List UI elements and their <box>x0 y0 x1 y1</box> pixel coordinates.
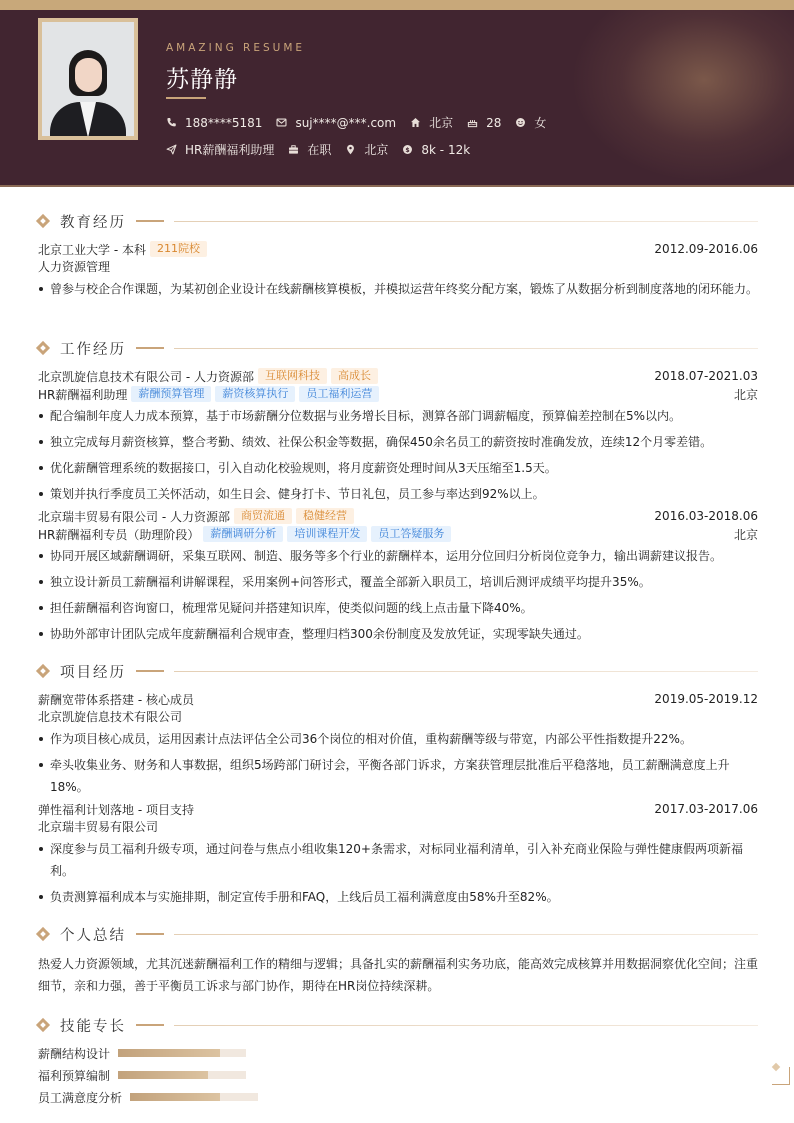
mail-icon <box>276 117 287 128</box>
company-tag: 互联网科技 <box>258 368 327 384</box>
section-header <box>36 1015 758 1035</box>
job-period: 2016.03-2018.06 <box>654 509 758 523</box>
skill-level-fill <box>130 1093 220 1101</box>
job-role-row <box>38 525 758 543</box>
skill-tag: 培训课程开发 <box>287 526 367 542</box>
job-intent-row <box>166 141 484 158</box>
education-section <box>36 211 758 300</box>
project-name: 薪酬宽带体系搭建 - 核心成员 <box>38 692 194 707</box>
money-icon <box>402 144 413 155</box>
skill-tag: 薪酬调研分析 <box>203 526 283 542</box>
section-title: 项目经历 <box>60 664 126 681</box>
section-title: 教育经历 <box>60 214 126 231</box>
diamond-icon <box>36 1018 50 1032</box>
target-position-text: HR薪酬福利助理 <box>185 143 275 157</box>
job-location: 北京 <box>733 527 758 542</box>
paper-plane-icon <box>166 144 177 155</box>
project-period: 2019.05-2019.12 <box>654 692 758 706</box>
skill-item <box>38 1086 399 1108</box>
education-bullet: 曾参与校企合作课题，为某初创企业设计在线薪酬核算模板，并模拟运营年终奖分配方案，锻炼了从数据分析到制度落地的闭环能力。 <box>38 278 758 300</box>
job-bullet: 配合编制年度人力成本预算，基于市场薪酬分位数据与业务增长目标，测算各部门调薪幅度，预算偏差控制在5%以内。 <box>38 405 758 427</box>
diamond-icon <box>36 214 50 228</box>
diamond-icon <box>36 341 50 355</box>
skill-tag: 薪酬预算管理 <box>131 386 211 402</box>
svg-text:$: $ <box>405 146 411 154</box>
job-bullet: 协助外部审计团队完成年度薪酬福利合规审查，整理归档300余份制度及发放凭证，实现零缺失通过。 <box>38 623 758 645</box>
skill-tag: 员工福利运营 <box>299 386 379 402</box>
job-role-row <box>38 385 758 403</box>
age-text: 28 <box>486 115 502 130</box>
job-bullet: 独立设计新员工薪酬福利讲解课程，采用案例+问答形式，覆盖全部新入职员工，培训后测评成绩平均提升35%。 <box>38 571 758 593</box>
skill-item <box>38 1064 399 1086</box>
skill-tag: 员工答疑服务 <box>371 526 451 542</box>
skill-level-bar <box>118 1049 246 1057</box>
candidate-name: 苏静静 <box>166 67 238 93</box>
gender-item <box>515 114 546 131</box>
project-org: 北京凯旋信息技术有限公司 <box>38 710 183 724</box>
skill-level-bar <box>130 1093 258 1101</box>
phone-icon <box>166 117 177 128</box>
age-item <box>467 116 501 130</box>
profile-photo <box>38 18 138 140</box>
salary-item <box>402 143 470 157</box>
project-entry-header <box>38 800 758 818</box>
city-text: 北京 <box>429 116 454 130</box>
gender-text: 女 <box>534 116 547 130</box>
phone-item <box>166 116 262 130</box>
job-entry-header <box>38 367 758 385</box>
company-tag: 高成长 <box>331 368 378 384</box>
contact-row <box>166 114 560 131</box>
skill-level-bar <box>118 1071 246 1079</box>
skill-name: 薪酬结构设计 <box>38 1046 111 1061</box>
section-header <box>36 338 758 358</box>
phone-text: 188****5181 <box>185 115 263 130</box>
name-underline <box>166 97 206 99</box>
major: 人力资源管理 <box>38 260 111 274</box>
skill-item <box>38 1042 399 1064</box>
project-bullet: 深度参与员工福利升级专项，通过问卷与焦点小组收集120+条需求，对标同业福利清单，引入补充商业保险与弹性健康假两项新福利。 <box>38 838 758 882</box>
job-bullet: 担任薪酬福利咨询窗口，梳理常见疑问并搭建知识库，使类似问题的线上点击量下降40%。 <box>38 597 758 619</box>
company-tag: 商贸流通 <box>234 508 292 524</box>
company-tag: 稳健经营 <box>296 508 354 524</box>
company-name: 北京凯旋信息技术有限公司 - 人力资源部 <box>38 369 254 384</box>
job-period: 2018.07-2021.03 <box>654 369 758 383</box>
project-entry-header <box>38 690 758 708</box>
header-divider <box>0 185 794 187</box>
section-title: 技能专长 <box>60 1018 126 1035</box>
section-header <box>36 211 758 231</box>
job-location: 北京 <box>733 387 758 402</box>
skill-level-fill <box>118 1071 208 1079</box>
work-section <box>36 338 758 645</box>
section-header <box>36 924 758 944</box>
target-position-item <box>166 141 274 158</box>
section-title: 个人总结 <box>60 927 126 944</box>
job-role: HR薪酬福利专员（助理阶段） <box>38 527 200 542</box>
target-city-text: 北京 <box>364 143 389 157</box>
corner-bracket-decoration <box>772 1067 790 1085</box>
section-title: 工作经历 <box>60 341 126 358</box>
education-period: 2012.09-2016.06 <box>654 242 758 256</box>
top-accent-bar <box>0 0 794 10</box>
skills-list <box>36 1042 758 1108</box>
skill-name: 员工满意度分析 <box>38 1090 123 1105</box>
summary-text: 热爱人力资源领域，尤其沉迷薪酬福利工作的精细与逻辑；具备扎实的薪酬福利实务功底，能高效完成核算并用数据洞察优化空间；注重细节，亲和力强，善于平衡员工诉求与部门协作，期待在HR岗位持续深耕。 <box>38 957 759 993</box>
section-header <box>36 661 758 681</box>
job-bullet: 策划并执行季度员工关怀活动，如生日会、健身打卡、节日礼包，员工参与率达到92%以上。 <box>38 483 758 505</box>
job-bullet: 协同开展区域薪酬调研，采集互联网、制造、服务等多个行业的薪酬样本，运用分位回归分析岗位竞争力，输出调薪建议报告。 <box>38 545 758 567</box>
cake-icon <box>467 117 478 128</box>
project-bullet: 作为项目核心成员，运用因素计点法评估全公司36个岗位的相对价值，重构薪酬等级与带宽，内部公平性指数提升22%。 <box>38 728 758 750</box>
summary-section <box>36 924 758 997</box>
home-icon <box>410 117 421 128</box>
email-text: suj****@***.com <box>295 115 397 130</box>
salary-text: 8k - 12k <box>421 142 471 157</box>
email-item <box>276 116 396 130</box>
city-item <box>410 114 453 131</box>
skills-section <box>36 1015 758 1108</box>
diamond-icon <box>36 927 50 941</box>
job-bullet: 优化薪酬管理系统的数据接口，引入自动化校验规则，将月度薪资处理时间从3天压缩至1.5天。 <box>38 457 758 479</box>
company-name: 北京瑞丰贸易有限公司 - 人力资源部 <box>38 509 230 524</box>
job-bullet: 独立完成每月薪资核算，整合考勤、绩效、社保公积金等数据，确保450余名员工的薪资按时准确发放，连续12个月零差错。 <box>38 431 758 453</box>
project-bullet: 负责测算福利成本与实施排期，制定宣传手册和FAQ，上线后员工福利满意度由58%升至82%。 <box>38 886 758 908</box>
target-city-item <box>345 141 388 158</box>
face-icon <box>515 117 526 128</box>
project-bullet: 牵头收集业务、财务和人事数据，组织5场跨部门研讨会，平衡各部门诉求，方案获管理层批准后平稳落地，员工薪酬满意度上升18%。 <box>38 754 758 798</box>
job-role: HR薪酬福利助理 <box>38 387 128 402</box>
header-glow <box>574 10 794 180</box>
projects-section <box>36 661 758 908</box>
location-pin-icon <box>345 144 356 155</box>
status-text: 在职 <box>307 143 332 157</box>
status-item <box>288 141 331 158</box>
skill-name: 福利预算编制 <box>38 1068 111 1083</box>
project-period: 2017.03-2017.06 <box>654 802 758 816</box>
resume-header <box>0 10 794 187</box>
job-entry-header <box>38 507 758 525</box>
project-name: 弹性福利计划落地 - 项目支持 <box>38 802 194 817</box>
briefcase-icon <box>288 144 299 155</box>
school-tag: 211院校 <box>150 241 207 257</box>
education-entry <box>38 240 758 258</box>
skill-tag: 薪资核算执行 <box>215 386 295 402</box>
diamond-icon <box>36 664 50 678</box>
skill-level-fill <box>118 1049 220 1057</box>
header-tagline: AMAZING RESUME <box>166 42 306 54</box>
school-name: 北京工业大学 - 本科 <box>38 242 146 257</box>
project-org: 北京瑞丰贸易有限公司 <box>38 820 159 834</box>
